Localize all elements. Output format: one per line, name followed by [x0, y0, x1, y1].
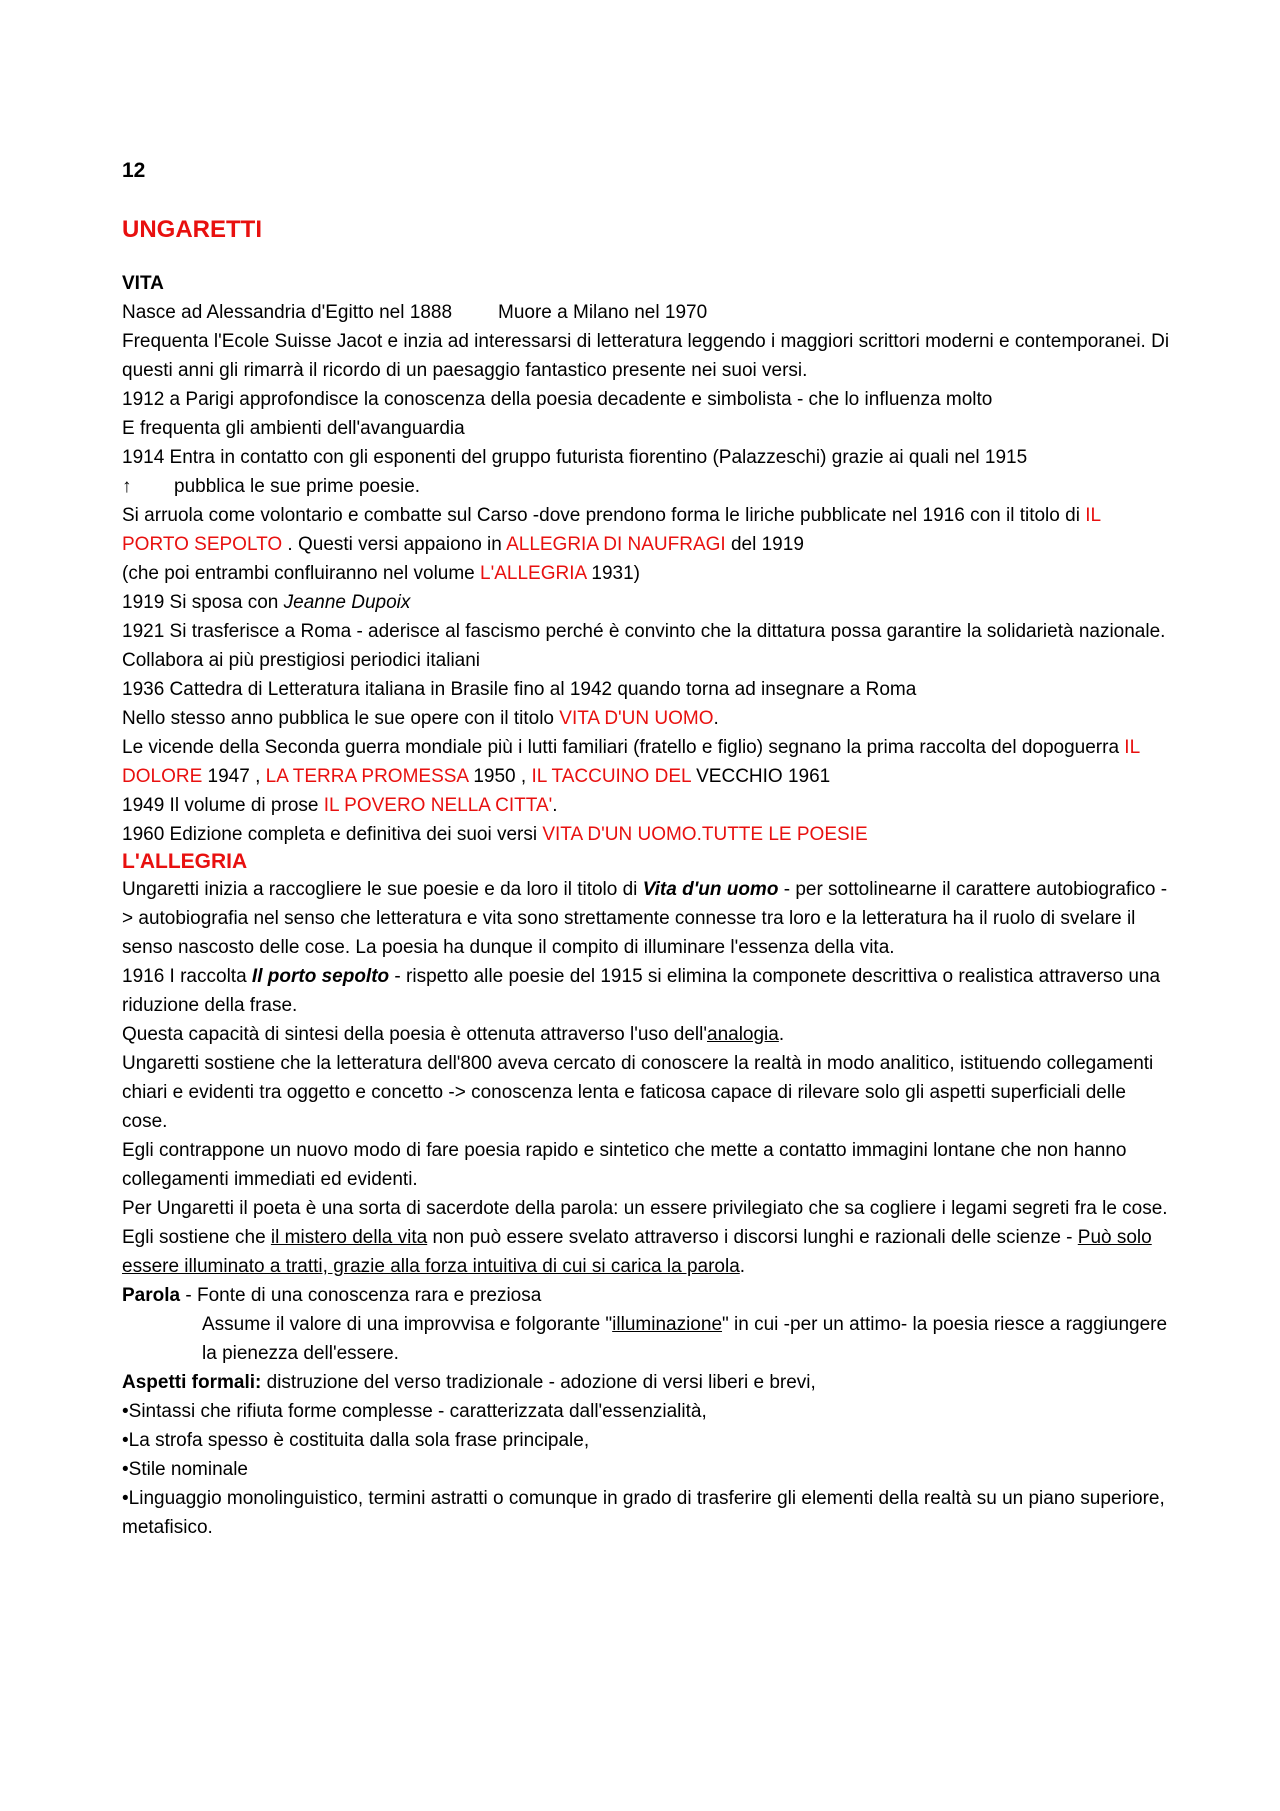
- work-title: IL TACCUINO DEL: [531, 766, 691, 787]
- vita-birth-death: [122, 298, 1172, 327]
- bullet-item: •Linguaggio monolinguistico, termini astratti o comunque in grado di trasferire gli elementi della realtà su un piano superiore, metafisico.: [122, 1488, 1165, 1538]
- vita-line: 1919 Si sposa con Jeanne Dupoix: [122, 592, 411, 613]
- spouse-name: Jeanne Dupoix: [283, 592, 411, 613]
- vita-line: 1960 Edizione completa e definitiva dei suoi versi VITA D'UN UOMO.TUTTE LE POESIE: [122, 824, 868, 845]
- vita-line: 1949 Il volume di prose IL POVERO NELLA CITTA'.: [122, 795, 558, 816]
- allegria-paragraph: Questa capacità di sintesi della poesia è ottenuta attraverso l'uso dell'analogia.: [122, 1024, 785, 1045]
- vita-line: Nello stesso anno pubblica le sue opere con il titolo VITA D'UN UOMO.: [122, 708, 719, 729]
- vita-section: [122, 269, 1172, 849]
- work-title: ALLEGRIA DI NAUFRAGI: [506, 534, 726, 555]
- work-title: IL PORTO SEPOLTO: [122, 505, 1101, 555]
- parola-detail: Assume il valore di una improvvisa e folgorante "illuminazione" in cui -per un attimo- la poesia riesce a raggiungere la pienezza dell'essere.: [202, 1314, 1168, 1364]
- allegria-heading: L'ALLEGRIA: [122, 850, 248, 873]
- parola-definition: Parola - Fonte di una conoscenza rara e preziosa: [122, 1285, 542, 1306]
- aspetti-formali: Aspetti formali: distruzione del verso tradizionale - adozione di versi liberi e brevi,: [122, 1372, 816, 1393]
- allegria-paragraph: Ungaretti inizia a raccogliere le sue poesie e da loro il titolo di Vita d'un uomo - per sottolinearne il carattere autobiografico -> autobiografia nel senso che letteratura e vita sono strettamente connesse tra loro e la letteratura ha il ruolo di svelare il senso nascosto delle cose. La poesia ha dunque il compito di illuminare l'essenza della vita.: [122, 879, 1168, 958]
- vita-line: 1921 Si trasferisce a Roma - aderisce al fascismo perché è convinto che la dittatura possa garantire la solidarietà nazionale.: [122, 621, 1166, 642]
- work-title: VITA D'UN UOMO.TUTTE LE POESIE: [542, 824, 868, 845]
- allegria-paragraph: Ungaretti sostiene che la letteratura dell'800 aveva cercato di conoscere la realtà in modo analitico, istituendo collegamenti chiari e evidenti tra oggetto e concetto -> conoscenza lenta e faticosa capace di rilevare solo gli aspetti superficiali delle cose.: [122, 1053, 1154, 1132]
- vita-line: ↑ pubblica le sue prime poesie.: [122, 472, 1172, 501]
- work-title: VITA D'UN UOMO: [559, 708, 714, 729]
- page-title: UNGARETTI: [122, 216, 262, 243]
- vita-heading: VITA: [122, 273, 164, 294]
- vita-line: Si arruola come volontario e combatte sul Carso -dove prendono forma le liriche pubblicate nel 1916 con il titolo di IL PORTO SEPOLTO . Questi versi appaiono in ALLEGRIA DI NAUFRAGI del 1919: [122, 505, 1101, 555]
- arrow-up-icon: ↑: [122, 476, 132, 497]
- bullet-item: •Stile nominale: [122, 1459, 248, 1480]
- work-title: IL POVERO NELLA CITTA': [323, 795, 553, 816]
- vita-line: 1936 Cattedra di Letteratura italiana in Brasile fino al 1942 quando torna ad insegnare a Roma: [122, 679, 917, 700]
- bullet-item: •La strofa spesso è costituita dalla sola frase principale,: [122, 1430, 590, 1451]
- vita-line: Le vicende della Seconda guerra mondiale più i lutti familiari (fratello e figlio) segnano la prima raccolta del dopoguerra IL DOLORE 1947 , LA TERRA PROMESSA 1950 , IL TACCUINO DEL VECCHIO 1961: [122, 737, 1140, 787]
- allegria-paragraph: Per Ungaretti il poeta è una sorta di sacerdote della parola: un essere privilegiato che sa cogliere i legami segreti fra le cose.: [122, 1198, 1168, 1219]
- vita-line: 1914 Entra in contatto con gli esponenti del gruppo futurista fiorentino (Palazzeschi) grazie ai quali nel 1915: [122, 447, 1028, 468]
- work-title: L'ALLEGRIA: [480, 563, 587, 584]
- death-text: Muore a Milano nel 1970: [498, 302, 708, 323]
- bullet-item: •Sintassi che rifiuta forme complesse - caratterizzata dall'essenzialità,: [122, 1401, 707, 1422]
- work-title: IL DOLORE: [122, 737, 1140, 787]
- allegria-paragraph: 1916 I raccolta Il porto sepolto - rispetto alle poesie del 1915 si elimina la componete descrittiva o realistica attraverso una riduzione della frase.: [122, 966, 1161, 1016]
- vita-line: Frequenta l'Ecole Suisse Jacot e inzia ad interessarsi di letteratura leggendo i maggiori scrittori moderni e contemporanei. Di questi anni gli rimarrà il ricordo di un paesaggio fantastico presente nei suoi versi.: [122, 331, 1170, 381]
- vita-line: E frequenta gli ambienti dell'avanguardia: [122, 418, 465, 439]
- work-title: LA TERRA PROMESSA: [265, 766, 469, 787]
- vita-line: 1912 a Parigi approfondisce la conoscenza della poesia decadente e simbolista - che lo influenza molto: [122, 389, 993, 410]
- birth-text: Nasce ad Alessandria d'Egitto nel 1888: [122, 302, 453, 323]
- allegria-paragraph: Egli sostiene che il mistero della vita non può essere svelato attraverso i discorsi lunghi e razionali delle scienze - Può solo essere illuminato a tratti, grazie alla forza intuitiva di cui si carica la parola.: [122, 1227, 1152, 1277]
- vita-line: Collabora ai più prestigiosi periodici italiani: [122, 650, 481, 671]
- document-page: [122, 156, 1172, 1542]
- allegria-section: [122, 849, 1172, 1542]
- allegria-paragraph: Egli contrappone un nuovo modo di fare poesia rapido e sintetico che mette a contatto immagini lontane che non hanno collegamenti immediati ed evidenti.: [122, 1140, 1127, 1190]
- vita-line: (che poi entrambi confluiranno nel volume L'ALLEGRIA 1931): [122, 563, 640, 584]
- page-number: 12: [122, 159, 146, 182]
